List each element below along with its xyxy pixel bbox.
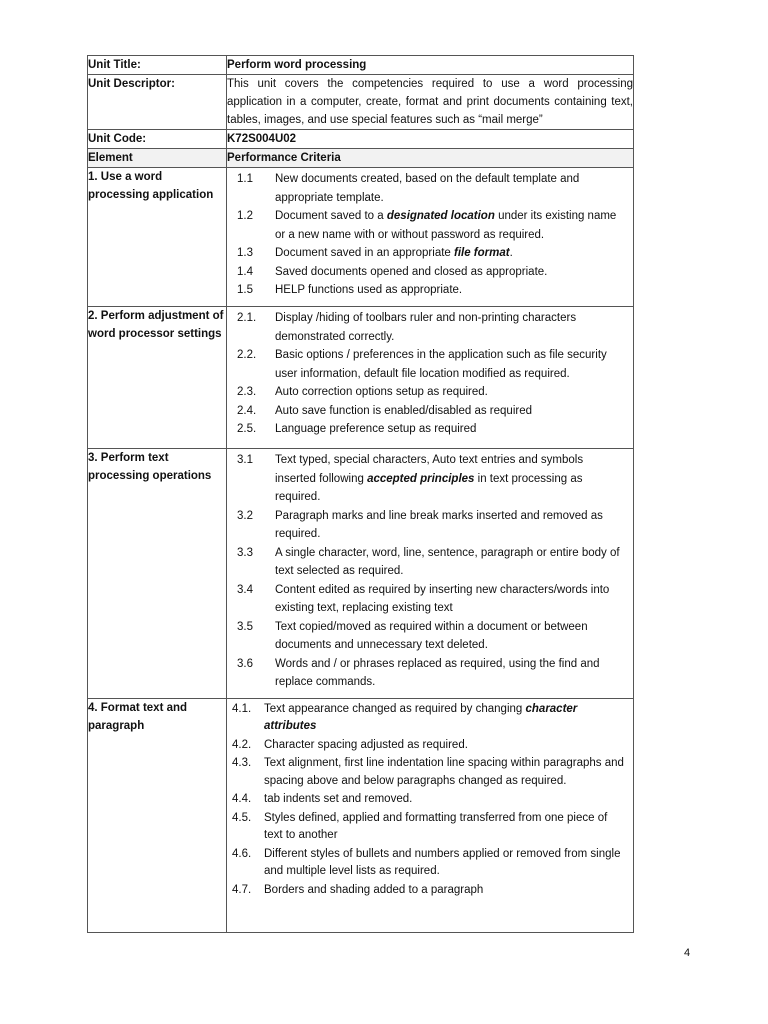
criteria-text-part: in text processing as required. <box>275 472 583 503</box>
criteria-text <box>275 655 633 692</box>
criteria-text-part: Saved documents opened and closed as appropriate. <box>275 265 548 278</box>
unit-title-row <box>88 56 634 75</box>
performance-criteria-cell <box>227 449 634 699</box>
criteria-number: 3.1 <box>237 454 253 466</box>
element-rows <box>88 168 634 933</box>
unit-descriptor-row <box>88 75 634 130</box>
unit-title-value: Perform word processing <box>227 56 634 75</box>
criteria-text <box>275 420 633 439</box>
element-row <box>88 698 634 932</box>
unit-code-row <box>88 130 634 149</box>
criteria-emphasis: character attributes <box>264 702 578 732</box>
criteria-item <box>227 207 633 244</box>
criteria-text-part: Text appearance changed as required by changing <box>264 702 526 715</box>
table-header-row <box>88 149 634 168</box>
criteria-item <box>227 383 633 402</box>
criteria-text <box>275 170 633 207</box>
criteria-number: 4.3. <box>232 757 252 769</box>
criteria-text <box>275 402 633 421</box>
unit-descriptor-value: This unit covers the competencies required to use a word processing application in a computer, create, format and print documents containing text, tables, images, and use special features such as “mail merge” <box>227 75 634 130</box>
criteria-text-part: Words and / or phrases replaced as required, using the find and replace commands. <box>275 657 600 688</box>
criteria-number: 1.4 <box>237 265 253 278</box>
criteria-number: 2.1. <box>237 312 257 324</box>
criteria-item <box>227 701 633 736</box>
criteria-text-part: Auto save function is enabled/disabled as required <box>275 404 533 417</box>
performance-criteria-cell <box>227 698 634 932</box>
criteria-text-part: tab indents set and removed. <box>264 793 413 805</box>
criteria-text-part: HELP functions used as appropriate. <box>275 284 463 296</box>
element-row <box>88 307 634 449</box>
criteria-item <box>227 846 633 881</box>
unit-descriptor-label: Unit Descriptor: <box>88 75 227 130</box>
unit-table <box>87 55 634 933</box>
criteria-text <box>275 281 633 300</box>
criteria-item <box>227 882 633 900</box>
criteria-emphasis: designated location <box>386 210 495 222</box>
criteria-item <box>227 263 633 282</box>
performance-criteria-cell <box>227 168 634 307</box>
criteria-number: 4.5. <box>232 811 252 824</box>
criteria-number: 2.2. <box>237 349 257 361</box>
criteria-text <box>275 618 633 655</box>
criteria-item <box>227 281 633 300</box>
criteria-text-part: Text copied/moved as required within a document or between documents and unnecessary text deleted. <box>275 620 588 651</box>
criteria-emphasis: accepted principles <box>367 472 475 485</box>
criteria-number: 1.3 <box>237 247 253 259</box>
criteria-text-part: Text typed, special characters, Auto text entries and symbols inserted following <box>275 454 584 485</box>
performance-criteria-cell <box>227 307 634 449</box>
criteria-text <box>275 244 633 263</box>
criteria-number: 3.4 <box>237 583 253 596</box>
criteria-number: 3.5 <box>237 620 253 633</box>
criteria-item <box>227 402 633 421</box>
criteria-text <box>275 383 633 402</box>
criteria-text-part: Paragraph marks and line break marks inserted and removed as required. <box>275 509 603 540</box>
criteria-text <box>264 701 633 736</box>
element-row <box>88 168 634 307</box>
criteria-text <box>264 737 633 755</box>
criteria-text-part: Display /hiding of toolbars ruler and non-printing characters demonstrated correctly. <box>275 312 577 343</box>
element-name: 3. Perform text processing operations <box>88 449 227 699</box>
criteria-item <box>227 618 633 655</box>
criteria-text <box>264 810 633 845</box>
criteria-text <box>275 263 633 282</box>
criteria-number: 1.1 <box>237 173 253 185</box>
criteria-number: 4.7. <box>232 883 252 896</box>
element-name: 4. Format text and paragraph <box>88 698 227 932</box>
criteria-number: 4.4. <box>232 793 252 805</box>
criteria-item <box>227 655 633 692</box>
criteria-item <box>227 507 633 544</box>
criteria-text-part: Basic options / preferences in the application such as file security user information, default file location modified as required. <box>275 349 607 380</box>
criteria-number: 1.2 <box>237 210 253 222</box>
criteria-text <box>275 309 633 346</box>
criteria-number: 2.3. <box>237 386 257 398</box>
criteria-text <box>275 346 633 383</box>
criteria-text <box>275 581 633 618</box>
criteria-item <box>227 791 633 809</box>
criteria-number: 4.2. <box>232 738 252 751</box>
criteria-text-part: Document saved to a <box>275 210 387 222</box>
criteria-text-part: under its existing name or a new name with or without password as required. <box>275 210 617 241</box>
criteria-text-part: Character spacing adjusted as required. <box>264 738 468 751</box>
criteria-header: Performance Criteria <box>227 149 634 168</box>
criteria-item <box>227 755 633 790</box>
criteria-text-part: Language preference setup as required <box>275 423 477 435</box>
criteria-text <box>264 755 633 790</box>
criteria-text-part: Different styles of bullets and numbers applied or removed from single and multiple level lists as required. <box>264 847 621 877</box>
criteria-item <box>227 420 633 439</box>
criteria-text <box>275 451 633 507</box>
criteria-item <box>227 244 633 263</box>
criteria-text-part: Text alignment, first line indentation line spacing within paragraphs and spacing above and below paragraphs changed as required. <box>264 757 624 787</box>
criteria-text-part: Styles defined, applied and formatting transferred from one piece of text to another <box>264 811 608 841</box>
criteria-text <box>264 791 633 809</box>
criteria-item <box>227 581 633 618</box>
criteria-item <box>227 810 633 845</box>
criteria-number: 2.5. <box>237 423 257 435</box>
criteria-text <box>264 846 633 881</box>
criteria-text <box>275 207 633 244</box>
criteria-number: 2.4. <box>237 404 257 417</box>
unit-title-label: Unit Title: <box>88 56 227 75</box>
criteria-text-part: Content edited as required by inserting new characters/words into existing text, replacing existing text <box>275 583 610 614</box>
unit-code-value: K72S004U02 <box>227 130 634 149</box>
element-row <box>88 449 634 699</box>
criteria-item <box>227 170 633 207</box>
criteria-number: 4.1. <box>232 702 252 715</box>
criteria-text-part: Borders and shading added to a paragraph <box>264 883 484 896</box>
criteria-number: 4.6. <box>232 847 252 860</box>
element-name: 1. Use a word processing application <box>88 168 227 307</box>
unit-code-label: Unit Code: <box>88 130 227 149</box>
criteria-item <box>227 544 633 581</box>
criteria-text <box>264 882 633 900</box>
criteria-item <box>227 737 633 755</box>
criteria-text-part: Document saved in an appropriate <box>275 247 454 259</box>
criteria-number: 3.3 <box>237 546 253 559</box>
element-header: Element <box>88 149 227 168</box>
criteria-emphasis: file format <box>454 247 510 259</box>
criteria-text-part: Auto correction options setup as required. <box>275 386 488 398</box>
criteria-text-part: A single character, word, line, sentence, paragraph or entire body of text selected as required. <box>275 546 620 577</box>
criteria-item <box>227 309 633 346</box>
criteria-number: 1.5 <box>237 284 253 296</box>
criteria-text-part: New documents created, based on the default template and appropriate template. <box>275 173 580 204</box>
element-name: 2. Perform adjustment of word processor settings <box>88 307 227 449</box>
criteria-number: 3.6 <box>237 657 253 670</box>
criteria-item <box>227 451 633 507</box>
criteria-text-part: . <box>509 247 513 259</box>
criteria-number: 3.2 <box>237 509 253 522</box>
criteria-text <box>275 544 633 581</box>
criteria-text <box>275 507 633 544</box>
criteria-item <box>227 346 633 383</box>
page-number: 4 <box>684 947 691 959</box>
